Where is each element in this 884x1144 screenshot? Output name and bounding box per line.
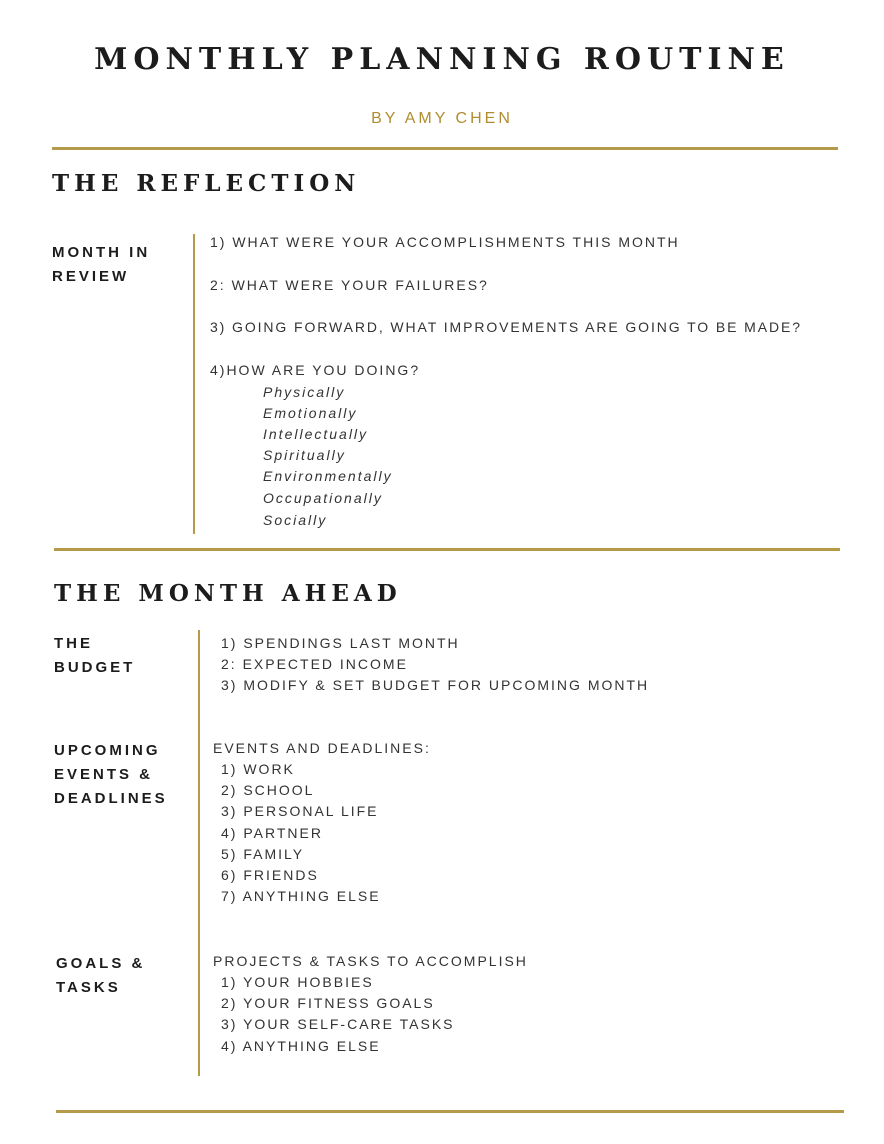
- label-line: BUDGET: [54, 659, 136, 676]
- area-intellectually: Intellectually: [263, 426, 369, 442]
- section-title-month-ahead: THE MONTH AHEAD: [54, 580, 402, 607]
- event-item-1: 1) WORK: [221, 761, 295, 777]
- label-line: MONTH IN: [52, 244, 151, 261]
- divider-middle: [54, 548, 840, 551]
- question-1: 1) WHAT WERE YOUR ACCOMPLISHMENTS THIS MONTH: [210, 234, 680, 250]
- area-environmentally: Environmentally: [263, 468, 393, 484]
- goal-item-4: 4) ANYTHING ELSE: [221, 1038, 381, 1054]
- event-item-4: 4) PARTNER: [221, 825, 323, 841]
- event-item-5: 5) FAMILY: [221, 846, 305, 862]
- label-upcoming-events: [54, 739, 168, 811]
- event-item-6: 6) FRIENDS: [221, 867, 319, 883]
- label-goals-tasks: [56, 952, 145, 1000]
- question-3: 3) GOING FORWARD, WHAT IMPROVEMENTS ARE GOING TO BE MADE?: [210, 319, 802, 335]
- page-title: MONTHLY PLANNING ROUTINE: [94, 42, 790, 77]
- event-item-7: 7) ANYTHING ELSE: [221, 888, 381, 904]
- area-socially: Socially: [263, 512, 328, 528]
- event-item-2: 2) SCHOOL: [221, 782, 315, 798]
- budget-item-2: 2: EXPECTED INCOME: [221, 656, 408, 672]
- label-line: EVENTS &: [54, 766, 154, 783]
- label-line: UPCOMING: [54, 742, 161, 759]
- vertical-rule-review: [193, 234, 195, 534]
- goals-heading: PROJECTS & TASKS TO ACCOMPLISH: [213, 953, 528, 969]
- divider-top: [52, 147, 838, 150]
- divider-bottom: [56, 1110, 844, 1113]
- area-emotionally: Emotionally: [263, 405, 358, 421]
- area-spiritually: Spiritually: [263, 447, 346, 463]
- label-line: REVIEW: [52, 268, 130, 285]
- goal-item-3: 3) YOUR SELF-CARE TASKS: [221, 1016, 455, 1032]
- vertical-rule-month-ahead: [198, 630, 200, 1076]
- event-item-3: 3) PERSONAL LIFE: [221, 803, 379, 819]
- events-heading: EVENTS AND DEADLINES:: [213, 740, 431, 756]
- question-2: 2: WHAT WERE YOUR FAILURES?: [210, 277, 489, 293]
- budget-item-3: 3) MODIFY & SET BUDGET FOR UPCOMING MONTH: [221, 677, 650, 693]
- label-line: DEADLINES: [54, 790, 168, 807]
- section-title-reflection: THE REFLECTION: [52, 170, 361, 197]
- author-byline: BY AMY CHEN: [371, 110, 513, 127]
- label-budget: [54, 632, 135, 680]
- label-line: TASKS: [56, 979, 121, 996]
- goal-item-2: 2) YOUR FITNESS GOALS: [221, 995, 435, 1011]
- label-line: GOALS &: [56, 955, 146, 972]
- area-occupationally: Occupationally: [263, 490, 383, 506]
- label-line: THE: [54, 635, 93, 652]
- goal-item-1: 1) YOUR HOBBIES: [221, 974, 374, 990]
- label-month-in-review: [52, 241, 150, 289]
- area-physically: Physically: [263, 384, 346, 400]
- budget-item-1: 1) SPENDINGS LAST MONTH: [221, 635, 460, 651]
- question-4: 4)HOW ARE YOU DOING?: [210, 362, 421, 378]
